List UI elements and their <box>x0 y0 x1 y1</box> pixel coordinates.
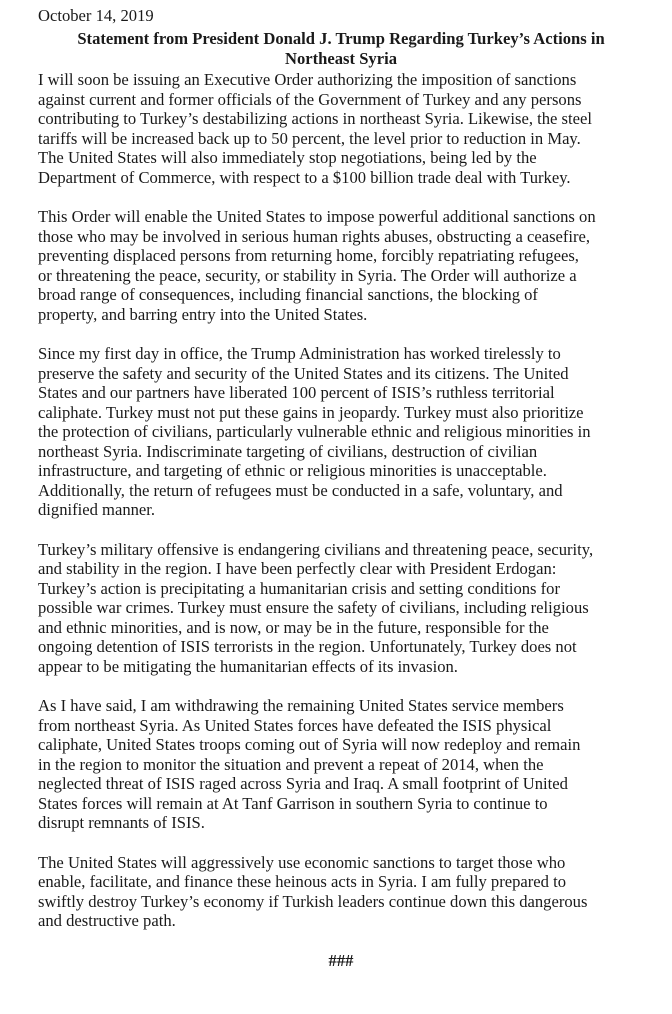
statement-title <box>38 29 644 69</box>
title-line-2: Northeast Syria <box>285 49 397 68</box>
paragraph-2: This Order will enable the United States to impose powerful additional sanctions on those who may be involved in serious human rights abuses, obstructing a ceasefire, preventing displaced persons from returning home, forcibly repatriating refugees, or threatening the peace, security, or stability in Syria. The Order will authorize a broad range of consequences, including financial sanctions, the blocking of property, and barring entry into the United States. <box>38 207 596 324</box>
paragraph-1: I will soon be issuing an Executive Order authorizing the imposition of sanctions against current and former officials of the Government of Turkey and any persons contributing to Turkey’s destabilizing actions in northeast Syria. Likewise, the steel tariffs will be increased back up to 50 percent, the level prior to reduction in May. The United States will also immediately stop negotiations, being led by the Department of Commerce, with respect to a $100 billion trade deal with Turkey. <box>38 70 592 187</box>
paragraph-4: Turkey’s military offensive is endangering civilians and threatening peace, security, and stability in the region. I have been perfectly clear with President Erdogan: Turkey’s action is precipitating a humanitarian crisis and setting conditions for possible war crimes. Turkey must ensure the safety of civilians, including religious and ethnic minorities, and is now, or may be in the future, responsible for the ongoing detention of ISIS terrorists in the region. Unfortunately, Turkey does not appear to be mitigating the humanitarian effects of its invasion. <box>38 539 594 676</box>
paragraph-5: As I have said, I am withdrawing the remaining United States service members from northeast Syria. As United States forces have defeated the ISIS physical caliphate, United States troops coming out of Syria will now redeploy and remain in the region to monitor the situation and prevent a repeat of 2014, when the neglected threat of ISIS raged across Syria and Iraq. A small footprint of United States forces will remain at At Tanf Garrison in southern Syria to continue to disrupt remnants of ISIS. <box>38 696 581 832</box>
statement-date: October 14, 2019 <box>38 6 154 25</box>
title-line-1: Statement from President Donald J. Trump Regarding Turkey’s Actions in <box>77 29 605 48</box>
paragraph-6: The United States will aggressively use economic sanctions to target those who enable, facilitate, and finance these heinous acts in Syria. I am fully prepared to swiftly destroy Turkey’s economy if Turkish leaders continue down this dangerous and destructive path. <box>38 852 588 930</box>
paragraph-3: Since my first day in office, the Trump Administration has worked tirelessly to preserve the safety and security of the United States and its citizens. The United States and our partners have liberated 100 percent of ISIS’s ruthless territorial caliphate. Turkey must not put these gains in jeopardy. Turkey must also prioritize the protection of civilians, particularly vulnerable ethnic and religious minorities in northeast Syria. Indiscriminate targeting of civilians, destruction of civilian infrastructure, and targeting of ethnic or religious minorities is unacceptable. Additionally, the return of refugees must be conducted in a safe, voluntary, and dignified manner. <box>38 344 591 519</box>
end-mark: ### <box>328 950 354 970</box>
